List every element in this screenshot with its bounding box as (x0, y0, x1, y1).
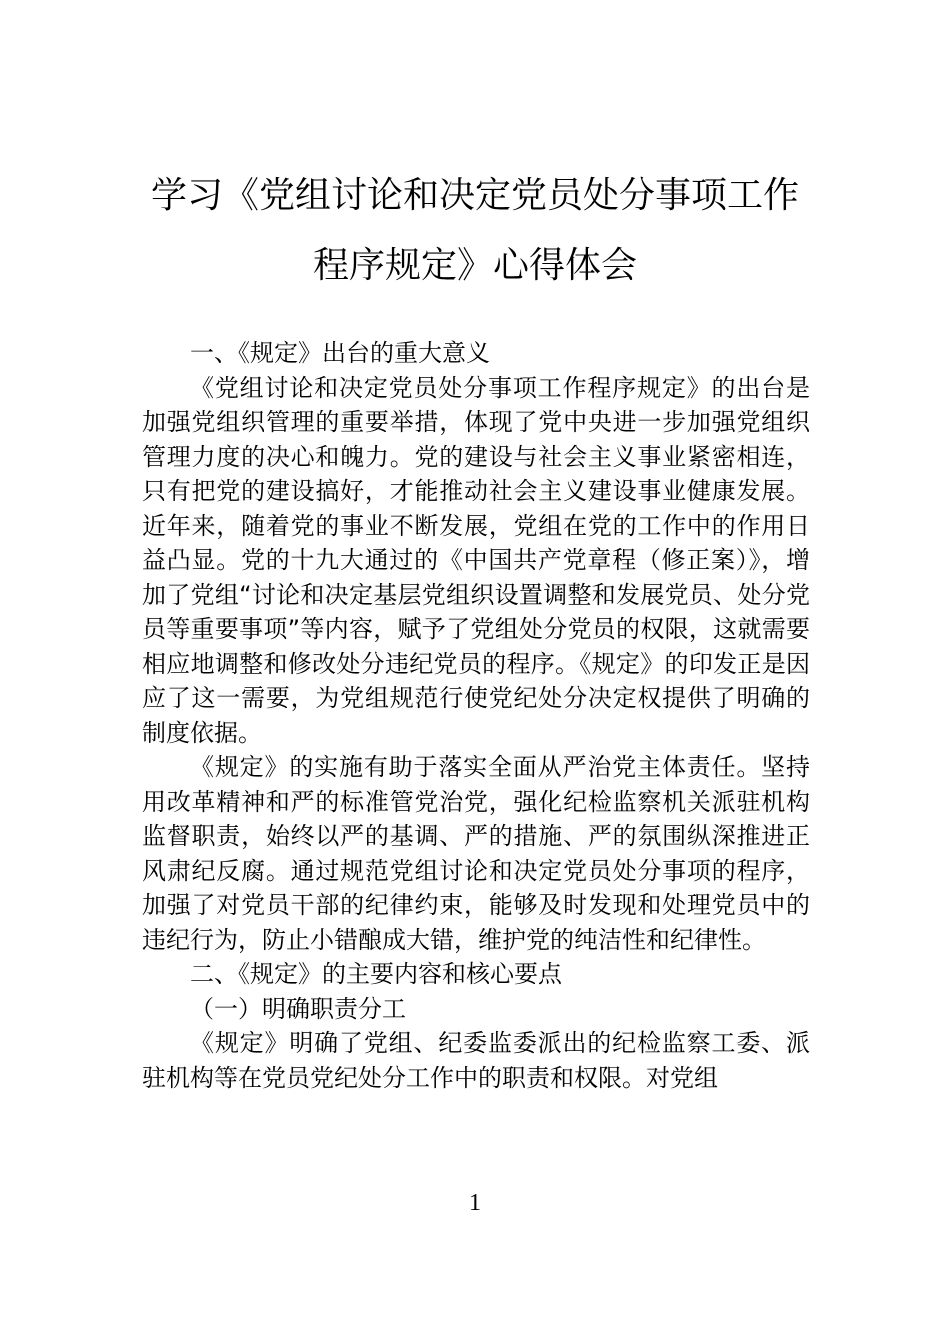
subsection-heading-1: （一）明确职责分工 (190, 994, 406, 1023)
document-title-line-2: 程序规定》心得体会 (312, 245, 637, 286)
document-body (142, 336, 810, 1095)
body-paragraph: 《党组讨论和决定党员处分事项工作程序规定》的出台是加强党组织管理的重要举措，体现了党中央进一步加强党组织管理力度的决心和魄力。党的建设与社会主义事业紧密相连，只有把党的建设搞好，才能推动社会主义建设事业健康发展。近年来，随着党的事业不断发展，党组在党的工作中的作用日益凸显。党的十九大通过的《中国共产党章程（修正案）》，增加了党组“讨论和决定基层党组织设置调整和发展党员、处分党员等重要事项”等内容，赋予了党组处分党员的权限，这就需要相应地调整和修改处分违纪党员的程序。《规定》的印发正是因应了这一需要，为党组规范行使党纪处分决定权提供了明确的制度依据。 (142, 373, 810, 747)
section-heading-2: 二、《规定》的主要内容和核心要点 (190, 960, 562, 988)
body-paragraph: 《规定》明确了党组、纪委监委派出的纪检监察工委、派驻机构等在党员党纪处分工作中的职责和权限。对党组 (142, 1029, 810, 1092)
body-paragraph: 《规定》的实施有助于落实全面从严治党主体责任。坚持用改革精神和严的标准管党治党，强化纪检监察机关派驻机构监督职责，始终以严的基调、严的措施、严的氛围纵深推进正风肃纪反腐。通过规范党组讨论和决定党员处分事项的程序，加强了对党员干部的纪律约束，能够及时发现和处理党员中的违纪行为，防止小错酿成大错，维护党的纯洁性和纪律性。 (142, 753, 810, 954)
section-heading-1: 一、《规定》出台的重大意义 (190, 339, 490, 367)
page-number: 1 (469, 1190, 481, 1216)
document-title-line-1: 学习《党组讨论和决定党员处分事项工作 (150, 175, 799, 216)
